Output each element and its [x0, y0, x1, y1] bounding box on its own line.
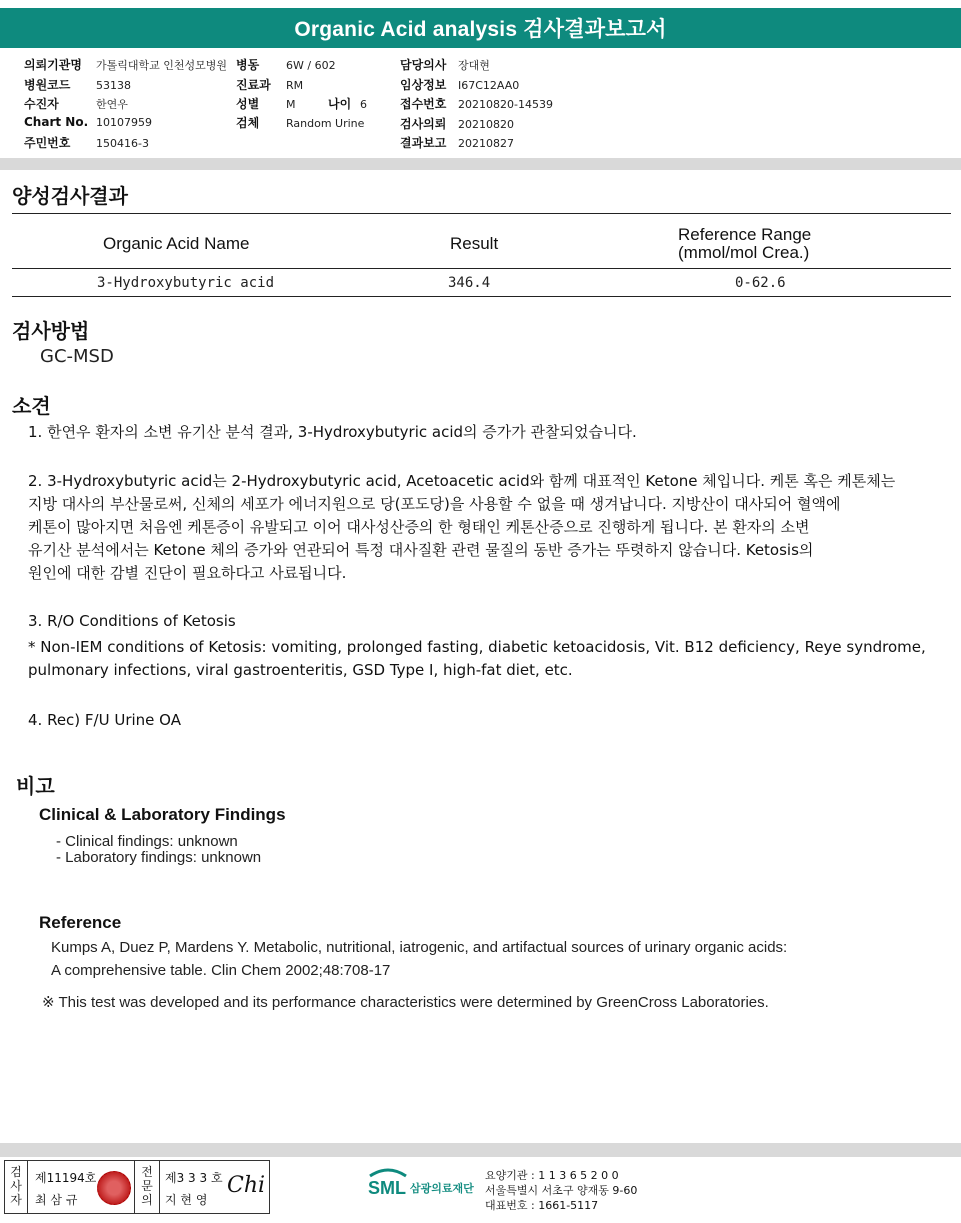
examiner-label: 검 사 자 — [10, 1165, 22, 1207]
finding-4: 4. Rec) F/U Urine OA — [28, 711, 181, 729]
info-reported: 결과보고 20210827 — [400, 136, 514, 150]
info-institution: 의뢰기관명 가톨릭대학교 인천성모병원 — [24, 58, 228, 72]
disclaimer-note: ※ This test was developed and its performance characteristics were determined by GreenCross Laboratories. — [42, 994, 769, 1011]
patient-info — [0, 48, 961, 158]
method-heading: 검사방법 — [12, 319, 90, 343]
info-ward: 병동 6W / 602 — [236, 58, 336, 72]
table-header-rule — [12, 268, 951, 269]
clinical-lab-heading: Clinical & Laboratory Findings — [39, 805, 286, 824]
clinical-findings: - Clinical findings: unknown — [56, 833, 238, 850]
info-id: 주민번호 150416-3 — [24, 136, 149, 150]
official-seal-icon — [97, 1171, 131, 1205]
positive-heading: 양성검사결과 — [12, 184, 128, 208]
footer-phone: 대표번호 : 1661-5117 — [485, 1199, 599, 1212]
finding-2-line3: 케톤이 많아지면 처음엔 케톤증이 유발되고 이어 대사성산증의 한 형태인 케톤산증으로 진행하게 됩니다. 본 환자의 소변 — [28, 518, 810, 536]
logo-text: SML — [368, 1178, 406, 1198]
info-doctor: 담당의사 장대현 — [400, 58, 490, 72]
finding-1: 1. 한연우 환자의 소변 유기산 분석 결과, 3-Hydroxybutyric acid의 증가가 관찰되었습니다. — [28, 423, 637, 441]
info-hospcode: 병원코드 53138 — [24, 78, 131, 92]
info-accession: 접수번호 20210820-14539 — [400, 97, 553, 111]
org-name: 삼광의료재단 — [410, 1182, 474, 1195]
col-header-result: Result — [450, 234, 499, 253]
info-dept: 진료과 RM — [236, 78, 304, 92]
table-bottom-rule — [12, 296, 951, 297]
footer-address: 서울특별시 서초구 양재동 9-60 — [485, 1184, 638, 1197]
finding-3b-line1: * Non-IEM conditions of Ketosis: vomiting, prolonged fasting, diabetic ketoacidosis, Vit. B12 deficiency, Reye syndrome, — [28, 638, 926, 656]
remarks-heading: 비고 — [16, 774, 55, 798]
findings-heading: 소견 — [12, 394, 51, 418]
info-sex: 성별 M — [236, 97, 296, 111]
info-age: 나이 6 — [328, 97, 367, 111]
col-header-ref-range: Reference Range — [678, 225, 812, 244]
info-requested: 검사의뢰 20210820 — [400, 117, 514, 131]
finding-2-line1: 2. 3-Hydroxybutyric acid는 2-Hydroxybutyric acid, Acetoacetic acid와 함께 대표적인 Ketone 체입니다. 케톤 혹은 케톤체는 — [28, 472, 896, 490]
info-clinical: 임상정보 I67C12AA0 — [400, 78, 520, 92]
report-title: Organic Acid analysis 검사결과보고서 — [0, 8, 961, 48]
examiner-license: 제11194호 — [35, 1171, 97, 1185]
sml-logo-icon — [368, 1166, 480, 1202]
reference-heading: Reference — [39, 913, 122, 932]
specialist-name: 지 현 영 — [165, 1193, 208, 1207]
reference-line1: Kumps A, Duez P, Mardens Y. Metabolic, nutritional, iatrogenic, and artifactual sources of urinary organic acids: — [51, 939, 788, 956]
method-value: GC-MSD — [40, 346, 114, 367]
table-top-rule — [12, 213, 951, 214]
result-reference: 0-62.6 — [735, 275, 786, 291]
result-value: 346.4 — [448, 275, 491, 291]
footer-divider — [0, 1143, 961, 1157]
examiner-label-cell — [5, 1161, 28, 1213]
info-specimen: 검체 Random Urine — [236, 116, 365, 130]
signature-mark: Chi — [227, 1173, 266, 1198]
finding-3: 3. R/O Conditions of Ketosis — [28, 612, 236, 630]
laboratory-findings: - Laboratory findings: unknown — [56, 849, 262, 866]
info-patient: 수진자 한연우 — [24, 97, 128, 111]
section-divider — [0, 158, 961, 170]
signature-box — [4, 1160, 270, 1214]
result-acid-name: 3-Hydroxybutyric acid — [97, 275, 275, 291]
specialist-label-cell — [134, 1161, 160, 1213]
reference-line2: A comprehensive table. Clin Chem 2002;48:708-17 — [51, 962, 391, 979]
finding-2-line2: 지방 대사의 부산물로써, 신체의 세포가 에너지원으로 당(포도당)을 사용할 수 없을 때 생겨납니다. 지방산이 대사되어 혈액에 — [28, 495, 841, 513]
finding-2-line5: 원인에 대한 감별 진단이 필요하다고 사료됩니다. — [28, 564, 347, 582]
finding-3b-line2: pulmonary infections, viral gastroenteritis, GSD Type I, high-fat diet, etc. — [28, 661, 573, 679]
col-header-ref-unit: (mmol/mol Crea.) — [678, 243, 810, 262]
specialist-license: 제3 3 3 호 — [165, 1171, 223, 1185]
col-header-name: Organic Acid Name — [103, 234, 250, 253]
examiner-name: 최 삼 규 — [35, 1193, 78, 1207]
specialist-label: 전 문 의 — [141, 1165, 153, 1207]
footer-registration: 요양기관 : 1 1 3 6 5 2 0 0 — [485, 1169, 619, 1182]
info-chart: Chart No. 10107959 — [24, 115, 152, 129]
finding-2-line4: 유기산 분석에서는 Ketone 체의 증가와 연관되어 특정 대사질환 관련 물질의 동반 증가는 뚜렷하지 않습니다. Ketosis의 — [28, 541, 814, 559]
sml-logo — [368, 1166, 480, 1206]
